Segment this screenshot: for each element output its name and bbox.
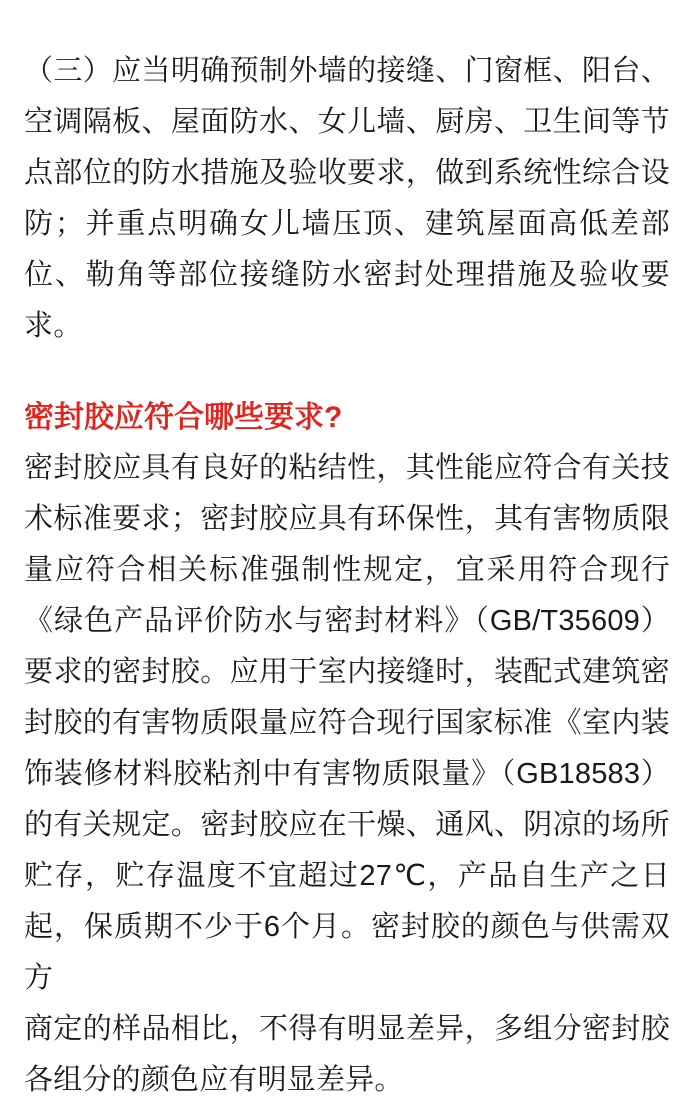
paragraph-line: 《绿色产品评价防水与密封材料》（GB/T35609） [24, 605, 670, 637]
paragraph-line: 的有关规定。密封胶应在干燥、通风、阴凉的场所 [24, 809, 670, 841]
paragraph-line: 求。 [24, 310, 83, 342]
paragraph-line: 密封胶应具有良好的粘结性，其性能应符合有关技 [24, 452, 670, 484]
paragraph-sealant-requirements [24, 443, 670, 1106]
paragraph-line: 封胶的有害物质限量应符合现行国家标准《室内装 [24, 707, 670, 739]
paragraph-line: 起，保质期不少于6个月。密封胶的颜色与供需双方 [24, 911, 670, 994]
paragraph-line: 点部位的防水措施及验收要求，做到系统性综合设 [24, 157, 670, 189]
paragraph-waterproof-measures [24, 46, 670, 352]
paragraph-line: 防；并重点明确女儿墙压顶、建筑屋面高低差部 [24, 208, 670, 240]
section-heading: 密封胶应符合哪些要求? [24, 401, 343, 434]
paragraph-line: 要求的密封胶。应用于室内接缝时，装配式建筑密 [24, 656, 670, 688]
paragraph-line: 位、勒角等部位接缝防水密封处理措施及验收要 [24, 259, 670, 291]
paragraph-line: 饰装修材料胶粘剂中有害物质限量》（GB18583） [24, 758, 670, 790]
paragraph-line: （三）应当明确预制外墙的接缝、门窗框、阳台、 [24, 55, 670, 87]
paragraph-line: 空调隔板、屋面防水、女儿墙、厨房、卫生间等节 [24, 106, 670, 138]
paragraph-line: 量应符合相关标准强制性规定，宜采用符合现行 [24, 554, 670, 586]
paragraph-line: 商定的样品相比，不得有明显差异，多组分密封胶 [24, 1013, 670, 1045]
paragraph-line: 术标准要求；密封胶应具有环保性，其有害物质限 [24, 503, 670, 535]
paragraph-line: 各组分的颜色应有明显差异。 [24, 1064, 404, 1096]
paragraph-line: 贮存，贮存温度不宜超过27℃，产品自生产之日 [24, 860, 670, 892]
